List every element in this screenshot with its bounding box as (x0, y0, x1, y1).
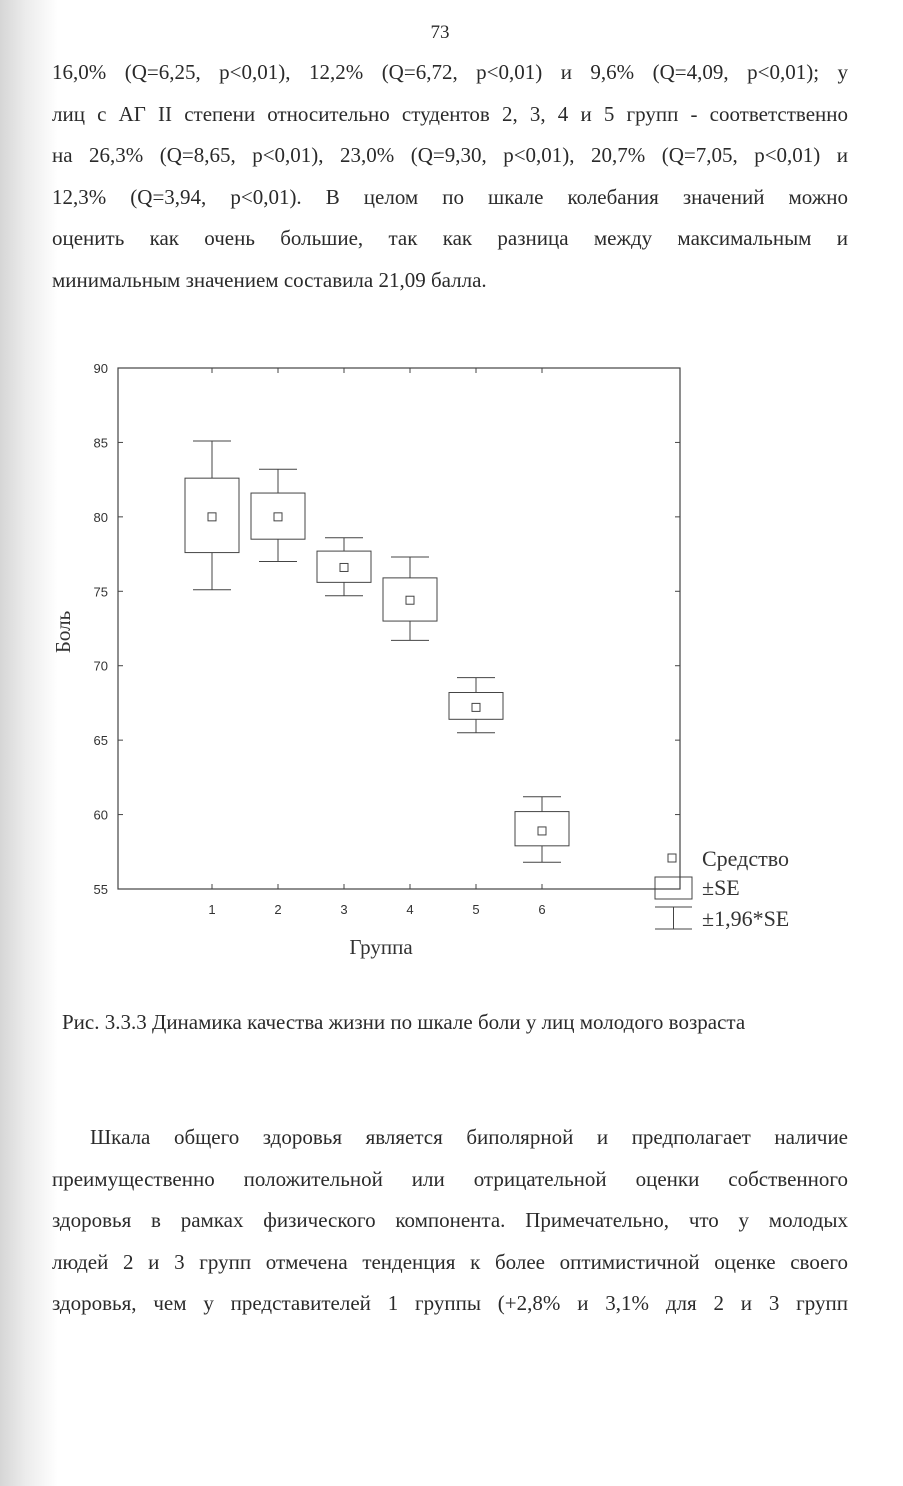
plot-frame (118, 368, 680, 889)
x-axis (208, 368, 545, 917)
paragraph-1 (52, 52, 848, 301)
y-tick-label: 90 (93, 361, 108, 376)
mean-marker (340, 563, 348, 571)
x-tick-label: 1 (208, 902, 216, 917)
paragraph-line: преимущественно положительной или отрицательной оценки собственного (52, 1166, 848, 1191)
y-tick-label: 70 (93, 658, 108, 674)
group-5-marks (449, 678, 503, 733)
x-axis-label: Группа (349, 935, 413, 959)
paragraph-line: 16,0% (Q=6,25, p<0,01), 12,2% (Q=6,72, p<0,01) и 9,6% (Q=4,09, p<0,01); у (52, 60, 848, 84)
paragraph-line: на 26,3% (Q=8,65, p<0,01), 23,0% (Q=9,30, p<0,01), 20,7% (Q=7,05, p<0,01) и (52, 143, 848, 167)
y-tick-label: 85 (93, 435, 108, 451)
group-2-marks (251, 469, 305, 561)
paragraph-2 (52, 1117, 848, 1325)
mean-marker (472, 703, 480, 711)
group-4-marks (383, 557, 437, 640)
y-tick-label: 80 (93, 509, 108, 525)
legend-se-label: ±SE (702, 875, 740, 900)
paragraph-line: 12,3% (Q=3,94, p<0,01). В целом по шкале колебания значений можно (52, 184, 848, 209)
y-tick-label: 55 (93, 882, 108, 897)
mean-marker (406, 596, 414, 604)
mean-marker (538, 827, 546, 835)
se-box (251, 493, 305, 539)
paragraph-line: здоровья, чем у представителей 1 группы (+2,8% и 3,1% для 2 и 3 групп (52, 1291, 848, 1315)
se-box (383, 578, 437, 621)
paragraph-line: минимальным значением составила 21,09 балла. (52, 267, 487, 292)
se-box (449, 693, 503, 720)
group-3-marks (317, 538, 371, 596)
y-axis-label: Боль (51, 610, 75, 654)
group-6-marks (515, 797, 569, 862)
legend-ci-icon (655, 907, 692, 929)
x-tick-label: 4 (406, 902, 414, 917)
legend-ci-label: ±1,96*SE (702, 906, 790, 931)
paragraph-line: здоровья в рамках физического компонента. Примечательно, что у молодых (52, 1208, 848, 1232)
figure-caption: Рис. 3.3.3 Динамика качества жизни по шкале боли у лиц молодого возраста (62, 1010, 746, 1034)
se-box (185, 478, 239, 552)
legend-se-icon (655, 877, 692, 899)
y-tick-label: 75 (93, 584, 108, 600)
paragraph-line: Шкала общего здоровья является биполярной и предполагает наличие (90, 1125, 848, 1149)
x-tick-label: 2 (274, 902, 282, 917)
paragraph-line: лиц с АГ II степени относительно студентов 2, 3, 4 и 5 групп - соответственно (52, 101, 848, 126)
y-tick-label: 60 (93, 807, 108, 823)
plot-marks (185, 441, 569, 862)
legend-mean-label: Средство (702, 846, 789, 871)
mean-marker (274, 513, 282, 521)
legend-mean-icon (668, 854, 676, 862)
x-tick-label: 5 (472, 902, 480, 917)
x-tick-label: 3 (340, 902, 348, 917)
y-tick-label: 65 (93, 733, 108, 749)
page-number: 73 (430, 22, 450, 43)
y-axis (94, 361, 680, 897)
mean-marker (208, 513, 216, 521)
group-1-marks (185, 441, 239, 590)
pain-chart (40, 350, 840, 970)
x-tick-label: 6 (538, 902, 546, 917)
paragraph-line: оценить как очень большие, так как разница между максимальным и (52, 226, 848, 250)
se-box (317, 551, 371, 582)
se-box (515, 812, 569, 846)
paragraph-line: людей 2 и 3 групп отмечена тенденция к более оптимистичной оценке своего (52, 1249, 848, 1274)
